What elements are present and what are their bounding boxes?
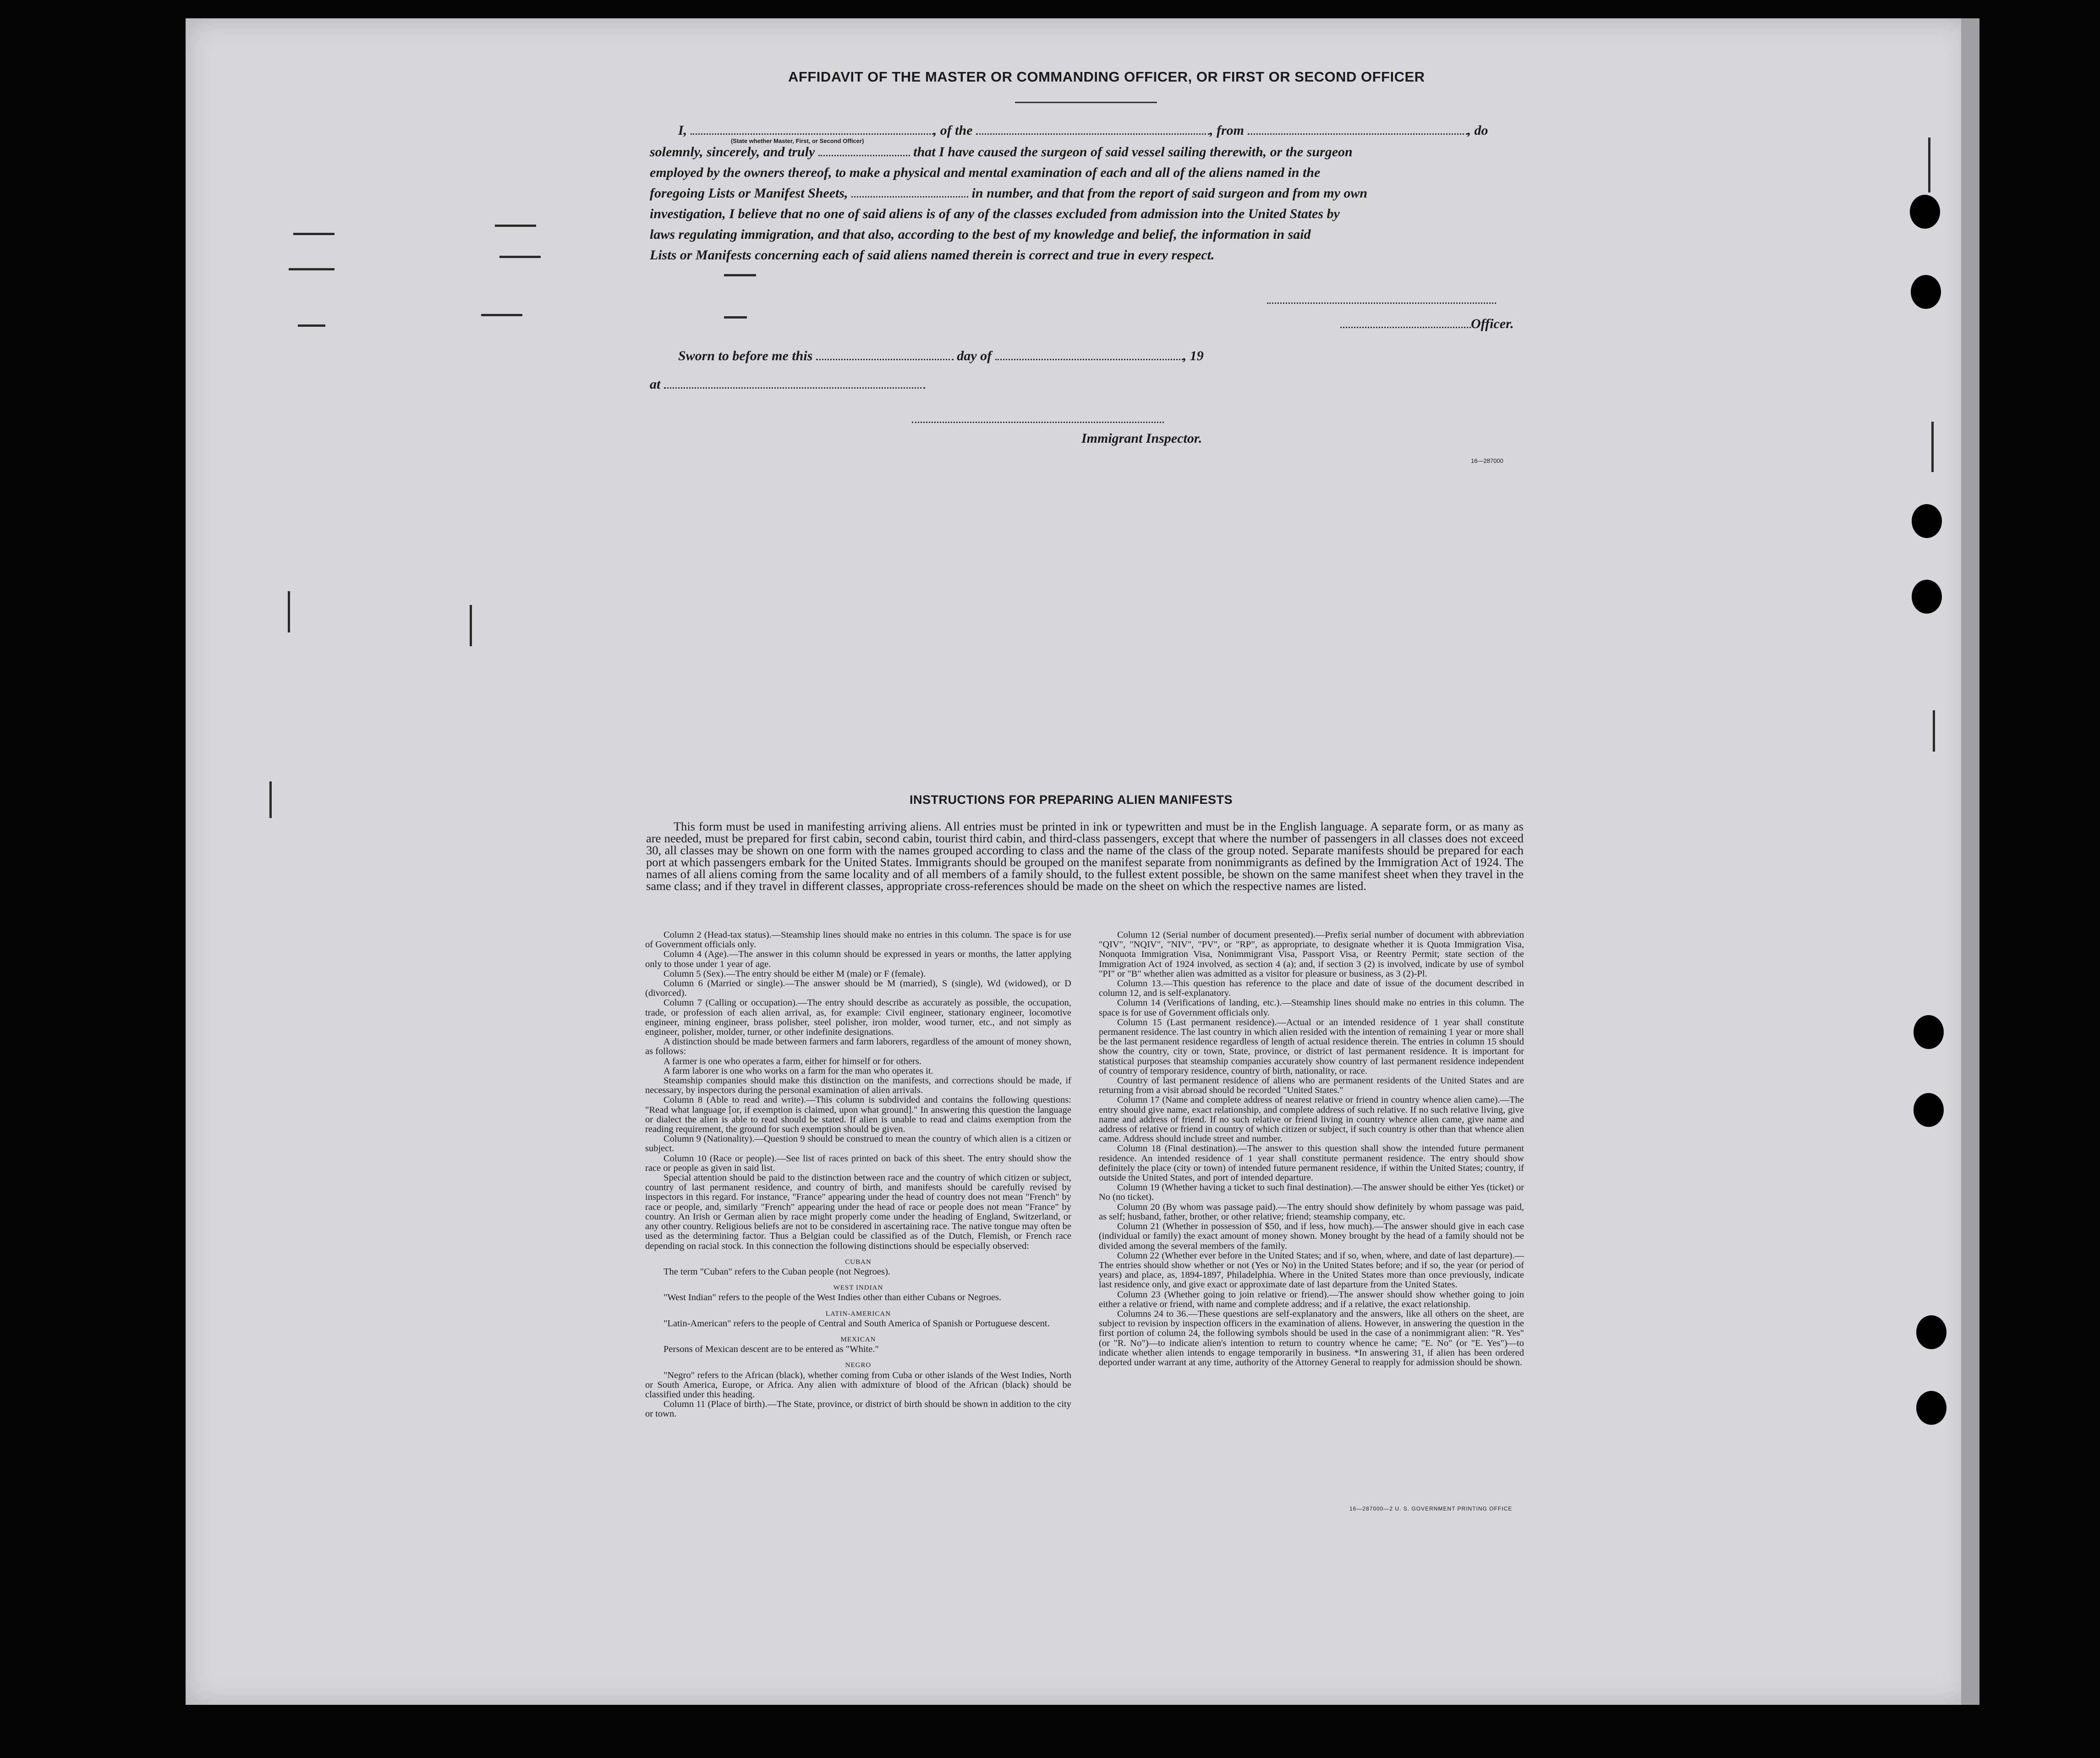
right-para: Column 22 (Whether ever before in the United States; and if so, when, where, and date of last departure).—The entries should show whether or not (Yes or No) in the United States before; and if so, the year (or period of years) and place, as, 1894-1897, Philadelphia. Where in the United States more than once previously, indicate last residence only, and give exact or approximate date of last departure from the United States.	[1099, 1250, 1524, 1290]
page-edge	[1961, 18, 1979, 1705]
scan-mark	[724, 274, 756, 276]
inspector-label: Immigrant Inspector.	[1081, 431, 1202, 446]
column-11-text: Column 11 (Place of birth).—The State, province, or district of birth should be shown in addition to the city or town.	[645, 1399, 1071, 1419]
right-para: Column 19 (Whether having a ticket to such final destination).—The answer should be either Yes (ticket) or No (no ticket).	[1099, 1182, 1524, 1203]
left-para: Steamship companies should make this distinction on the manifests, and corrections should be made, if necessary, by inspectors during the personal examination of alien arrivals.	[645, 1076, 1071, 1096]
affidavit-line-4: foregoing Lists or Manifest Sheets, in number, and that from the report of said surgeon and from my own	[650, 186, 1368, 201]
right-para: Column 23 (Whether going to join relative or friend).—The answer should show whether going to join either a relative or friend, with name and complete address; and if a relative, the exact relationship.	[1099, 1289, 1524, 1309]
officer-label: Officer.	[1471, 316, 1514, 331]
instructions-title: INSTRUCTIONS FOR PREPARING ALIEN MANIFESTS	[910, 793, 1233, 807]
officer-signature-field[interactable]	[1340, 327, 1471, 328]
right-para: Column 21 (Whether in possession of $50, and if less, how much).—The answer should give in each case (individual or family) the exact amount of money shown. Money brought by the head of a family should not be divided among the several members of the family.	[1099, 1221, 1524, 1251]
affidavit-from: , from	[1210, 123, 1245, 138]
affidavit-line-7: Lists or Manifests concerning each of said aliens named therein is correct and true in every respect.	[650, 247, 1215, 263]
punch-hole	[1912, 504, 1942, 538]
printing-office-footer: 16—287000—2 U. S. GOVERNMENT PRINTING OFFICE	[1349, 1505, 1513, 1512]
at-line: at	[650, 377, 925, 392]
left-para: Column 6 (Married or single).—The answer should be M (married), S (single), Wd (widowed), or D (divorced).	[645, 978, 1071, 999]
right-para: Column 14 (Verifications of landing, etc.).—Steamship lines should make no entries in this column. The space is for use of Government officials only.	[1099, 998, 1524, 1018]
left-para: Special attention should be paid to the distinction between race and the country of which citizen or subject, country of last permanent residence, and country of birth, and manifests should be carefully revised by inspectors in this regard. For instance, "France" appearing under the head of country does not mean "French" by race or people, and, similarly "French" appearing under the head of race or people does not mean "France" by country. An Irish or German alien by race might properly come under the heading of England, Switzerland, or any other country. Religious beliefs are not to be considered in ascertaining race. The native tongue may often be used as the determining factor. Thus a Belgian could be classified as of the Dutch, Flemish, or French race depending on racial stock. In this connection the following distinctions should be especially observed:	[645, 1173, 1071, 1251]
vessel-name-field[interactable]	[976, 133, 1210, 135]
scan-mark	[724, 316, 747, 319]
west-indian-heading: WEST INDIAN	[833, 1284, 883, 1292]
left-para: A farmer is one who operates a farm, either for himself or for others.	[663, 1056, 921, 1066]
title-rule	[1015, 102, 1157, 103]
scan-mark	[293, 233, 334, 235]
left-para: A farm laborer is one who works on a farm for the man who operates it.	[663, 1066, 933, 1076]
rank-note: (State whether Master, First, or Second Officer)	[731, 137, 864, 144]
instructions-intro: This form must be used in manifesting arriving aliens. All entries must be printed in ink or typewritten and must be in the English language. A separate form, or as many as are needed, must be prepared for first cabin, second cabin, tourist third cabin, and third-class passengers, except that where the number of passengers in all classes does not exceed 30, all classes may be shown on one form with the names grouped according to class and the name of the class of the group noted. Separate manifests should be prepared for each port at which passengers embark for the United States. Immigrants should be grouped on the manifest separate from nonimmigrants as defined by the Immigration Act of 1924. The names of all aliens coming from the same locality and of all members of a family should, to the fullest extent possible, be shown on the same manifest sheet when they travel in the same class; and if they travel in different classes, appropriate cross-references should be made on the sheet on which the respective names are listed.	[646, 819, 1524, 893]
left-para: Column 5 (Sex).—The entry should be either M (male) or F (female).	[663, 968, 926, 979]
punch-hole	[1914, 1093, 1944, 1127]
right-para: Column 17 (Name and complete address of nearest relative or friend in country whence alien came).—The entry should give name, exact relationship, and complete address of such relative. If no such relative living, give name and address of friend. If no such relative or friend living in country whence alien came, give name and address of relative or friend in country of which citizen or subject, if such country is other than that whence alien came. Address should include street and number.	[1099, 1095, 1524, 1144]
scan-mark	[495, 225, 536, 227]
left-para: Column 9 (Nationality).—Question 9 should be construed to mean the country of which alien is a citizen or subject.	[645, 1134, 1071, 1154]
right-para: Column 18 (Final destination).—The answer to this question shall show the intended future permanent residence. An intended residence of 1 year shall constitute permanent residence. The entry should show definitely the place (city or town) of intended future permanent residence, if within the United States; country, if outside the United States, and port of intended departure.	[1099, 1143, 1524, 1183]
right-para: Column 13.—This question has reference to the place and date of issue of the document described in column 12, and is self-explanatory.	[1099, 978, 1524, 999]
right-para: Column 20 (By whom was passage paid).—The entry should show definitely by whom passage was paid, as self; husband, father, brother, or other relative; friend; steamship company, etc.	[1099, 1202, 1524, 1222]
sworn-place-field[interactable]	[664, 387, 925, 389]
affidavit-line-5: investigation, I believe that no one of said aliens is of any of the classes excluded from admission into the United States by	[650, 206, 1340, 221]
latin-american-heading: LATIN-AMERICAN	[825, 1310, 891, 1318]
negro-text: "Negro" refers to the African (black), whether coming from Cuba or other islands of the West Indies, North or South America, Europe, or Africa. Any alien with admixture of blood of the African (black) should be classified under this heading.	[645, 1370, 1071, 1400]
form-number: 16—287000	[1471, 457, 1503, 464]
mexican-heading: MEXICAN	[840, 1335, 876, 1343]
inspector-signature-line[interactable]	[912, 422, 1164, 423]
right-para: Column 12 (Serial number of document presented).—Prefix serial number of document with abbreviation "QIV", "NQIV", "NIV", "PV", or "RP", as appropriate, to designate whether it is Quota Immigration Visa, Nonquota Immigration Visa, Nonimmigrant Visa, Passport Visa, or Reentry Permit; state section of the Immigration Act of 1924 involved, as section 4 (a); and, if section 3 (2) is involved, indicate by use of symbol "PI" or "B" whether alien was admitted as a visitor for pleasure or business, as 3 (2)-Pl.	[1099, 930, 1524, 979]
punch-hole	[1916, 1315, 1946, 1349]
latin-american-text: "Latin-American" refers to the people of Central and South America of Spanish or Portuguese descent.	[663, 1318, 1050, 1329]
negro-heading: NEGRO	[845, 1362, 872, 1369]
left-para: Column 8 (Able to read and write).—This column is subdivided and contains the following questions: "Read what language [or, if exemption is claimed, upon what ground]." In answering this question the language or dialect the alien is able to read should be stated. If alien is unable to read and claims exemption from the reading requirement, the ground for such exemption should be given.	[645, 1095, 1071, 1135]
officer-rank-field[interactable]	[691, 133, 933, 135]
oath-field[interactable]	[818, 155, 910, 156]
scan-mark	[298, 324, 325, 327]
affidavit-do: , do	[1467, 123, 1488, 138]
affidavit-of-the: , of the	[933, 123, 973, 138]
punch-hole	[1910, 195, 1940, 229]
scan-mark	[289, 268, 334, 270]
instructions-left-column	[645, 930, 1071, 1419]
affidavit-line-6: laws regulating immigration, and that also, according to the best of my knowledge and belief, the information in said	[650, 227, 1311, 242]
affidavit-line-2: solemnly, sincerely, and truly that I have caused the surgeon of said vessel sailing therewith, or the surgeon	[650, 144, 1353, 159]
scan-mark	[288, 591, 290, 632]
port-from-field[interactable]	[1248, 133, 1468, 135]
scan-mark	[1933, 710, 1935, 752]
left-para: Column 7 (Calling or occupation).—The entry should describe as accurately as possible, the occupation, trade, or profession of each alien arrival, as, for example: Civil engineer, stationary engineer, locomotive engineer, mining engineer, brass polisher, steel polisher, iron molder, wood turner, etc., and not simply as engineer, polisher, molder, turner, or other indefinite designations.	[645, 998, 1071, 1038]
instructions-right-column	[1099, 930, 1524, 1368]
right-para: Column 15 (Last permanent residence).—Actual or an intended residence of 1 year shall constitute permanent residence. The last country in which alien resided with the intention of remaining 1 year or more shall be the last permanent residence regardless of length of actual residence therein. The entries in column 15 should show the country, city or town, State, province, or district of last permanent residence. It is important for statistical purposes that steamship companies accurately show country of last permanent residence independent of country of temporary residence, country of birth, nationality, or race.	[1099, 1017, 1524, 1076]
sworn-day-field[interactable]	[816, 359, 954, 360]
left-para: Column 10 (Race or people).—See list of races printed on back of this sheet. The entry should show the race or people as given in said list.	[645, 1153, 1071, 1173]
scan-mark	[470, 605, 472, 646]
signature-line[interactable]	[1267, 302, 1496, 304]
cuban-heading: CUBAN	[845, 1258, 872, 1266]
west-indian-text: "West Indian" refers to the people of the West Indies other than either Cubans or Negroes.	[663, 1292, 1002, 1303]
scan-mark	[269, 781, 272, 818]
right-para: Columns 24 to 36.—These questions are self-explanatory and the answers, like all others on the sheet, are subject to revision by inspection officers in the examination of aliens. However, in answering the question in the first portion of column 24, the following symbols should be used in the case of a nonimmigrant alien: "R. Yes" (or "R. No")—to indicate alien's intention to return to country whence he came; "E. No" (or "E. Yes")—to indicate whether alien intends to engage temporarily in business. *In answering 31, if alien has been ordered deported under warrant at any time, authority of the Attorney General to reapply for admission should be shown.	[1099, 1308, 1524, 1368]
sworn-month-field[interactable]	[995, 359, 1183, 360]
affidavit-line-1	[678, 123, 1488, 138]
right-para: Country of last permanent residence of aliens who are permanent residents of the United States and are returning from a visit abroad should be recorded "United States."	[1099, 1076, 1524, 1096]
left-para: A distinction should be made between farmers and farm laborers, regardless of the amount of money shown, as follows:	[645, 1037, 1071, 1057]
punch-hole	[1916, 1391, 1946, 1425]
scan-mark	[499, 256, 541, 258]
punch-hole	[1914, 1015, 1944, 1049]
affidavit-i: I,	[678, 123, 687, 138]
mexican-text: Persons of Mexican descent are to be entered as "White."	[663, 1344, 879, 1355]
cuban-text: The term "Cuban" refers to the Cuban people (not Negroes).	[663, 1266, 890, 1277]
alien-count-field[interactable]	[851, 196, 968, 198]
punch-hole	[1912, 580, 1942, 614]
punch-hole	[1911, 275, 1941, 309]
left-para: Column 2 (Head-tax status).—Steamship lines should make no entries in this column. The space is for use of Government officials only.	[645, 930, 1071, 950]
scan-mark	[1931, 422, 1934, 472]
affidavit-title: AFFIDAVIT OF THE MASTER OR COMMANDING OFFICER, OR FIRST OR SECOND OFFICER	[788, 69, 1425, 85]
affidavit-line-3: employed by the owners thereof, to make a physical and mental examination of each and all of the aliens named in the	[650, 165, 1321, 180]
officer-line	[1340, 316, 1514, 332]
left-para: Column 4 (Age).—The answer in this column should be expressed in years or months, the latter applying only to those under 1 year of age.	[645, 949, 1071, 969]
scan-mark	[481, 314, 522, 316]
sworn-line: Sworn to before me this day of , 19	[678, 348, 1204, 363]
scan-mark	[1928, 137, 1930, 192]
